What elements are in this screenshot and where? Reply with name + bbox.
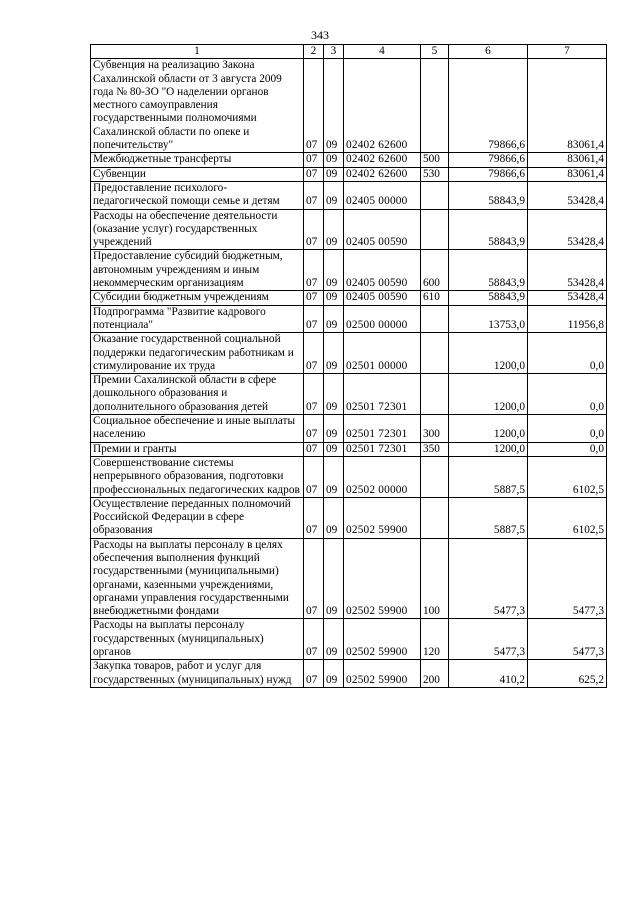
header-row xyxy=(91,45,607,59)
table-row xyxy=(91,374,607,415)
row-amount-col7-cell: 53428,4 xyxy=(528,209,607,250)
row-name-cell: Расходы на выплаты персоналу государственных (муниципальных) органов xyxy=(91,619,304,660)
row-expense-type-cell: 120 xyxy=(421,619,449,660)
row-name-cell: Подпрограмма "Развитие кадрового потенциала" xyxy=(91,305,304,333)
row-expense-type-cell xyxy=(421,456,449,497)
row-subsection-cell: 09 xyxy=(324,333,344,374)
row-name-cell: Социальное обеспечение и иные выплаты населению xyxy=(91,415,304,443)
row-amount-col6-cell: 1200,0 xyxy=(449,442,528,456)
row-name-cell: Субсидии бюджетным учреждениям xyxy=(91,291,304,305)
row-subsection-cell: 09 xyxy=(324,497,344,538)
table-row xyxy=(91,167,607,181)
header-col-6: 6 xyxy=(449,45,528,59)
row-expense-type-cell xyxy=(421,59,449,153)
row-name-cell: Расходы на обеспечение деятельности (оказание услуг) государственных учреждений xyxy=(91,209,304,250)
header-col-5: 5 xyxy=(421,45,449,59)
row-section-cell: 07 xyxy=(304,250,324,291)
row-name-cell: Закупка товаров, работ и услуг для государственных (муниципальных) нужд xyxy=(91,660,304,688)
row-name-cell: Субвенция на реализацию Закона Сахалинской области от 3 августа 2009 года № 80-ЗО "О наделении органов местного самоуправления государственными полномочиями Сахалинской области по опеке и попечительству" xyxy=(91,59,304,153)
row-target-article-cell: 02501 72301 xyxy=(344,374,421,415)
row-amount-col6-cell: 1200,0 xyxy=(449,333,528,374)
row-name-cell: Расходы на выплаты персоналу в целях обеспечения выполнения функций государственными (муниципальными) органами, казенными учреждениями, органами управления государственными внебюджетными фондами xyxy=(91,538,304,619)
row-expense-type-cell: 200 xyxy=(421,660,449,688)
row-expense-type-cell: 350 xyxy=(421,442,449,456)
row-subsection-cell: 09 xyxy=(324,291,344,305)
budget-table xyxy=(90,44,607,688)
row-subsection-cell: 09 xyxy=(324,415,344,443)
row-amount-col6-cell: 58843,9 xyxy=(449,209,528,250)
row-subsection-cell: 09 xyxy=(324,167,344,181)
row-expense-type-cell: 100 xyxy=(421,538,449,619)
table-row xyxy=(91,442,607,456)
row-expense-type-cell: 300 xyxy=(421,415,449,443)
row-name-cell: Предоставление субсидий бюджетным, автономным учреждениям и иным некоммерческим организациям xyxy=(91,250,304,291)
table-row xyxy=(91,660,607,688)
row-target-article-cell: 02501 00000 xyxy=(344,333,421,374)
row-amount-col6-cell: 1200,0 xyxy=(449,415,528,443)
header-col-4: 4 xyxy=(344,45,421,59)
row-expense-type-cell xyxy=(421,181,449,209)
row-target-article-cell: 02405 00590 xyxy=(344,250,421,291)
row-amount-col7-cell: 83061,4 xyxy=(528,59,607,153)
row-amount-col7-cell: 53428,4 xyxy=(528,181,607,209)
row-amount-col7-cell: 83061,4 xyxy=(528,153,607,167)
row-name-cell: Совершенствование системы непрерывного образования, подготовки профессиональных педагогических кадров xyxy=(91,456,304,497)
row-expense-type-cell xyxy=(421,497,449,538)
row-section-cell: 07 xyxy=(304,167,324,181)
row-expense-type-cell xyxy=(421,209,449,250)
row-expense-type-cell: 610 xyxy=(421,291,449,305)
row-name-cell: Межбюджетные трансферты xyxy=(91,153,304,167)
row-target-article-cell: 02501 72301 xyxy=(344,415,421,443)
row-expense-type-cell: 530 xyxy=(421,167,449,181)
row-amount-col7-cell: 0,0 xyxy=(528,442,607,456)
row-target-article-cell: 02501 72301 xyxy=(344,442,421,456)
row-amount-col6-cell: 79866,6 xyxy=(449,59,528,153)
table-row xyxy=(91,497,607,538)
row-section-cell: 07 xyxy=(304,209,324,250)
header-col-7: 7 xyxy=(528,45,607,59)
row-target-article-cell: 02405 00590 xyxy=(344,291,421,305)
header-col-2: 2 xyxy=(304,45,324,59)
row-amount-col6-cell: 5887,5 xyxy=(449,497,528,538)
row-amount-col7-cell: 5477,3 xyxy=(528,619,607,660)
row-name-cell: Премии Сахалинской области в сфере дошкольного образования и дополнительного образования детей xyxy=(91,374,304,415)
row-amount-col7-cell: 6102,5 xyxy=(528,456,607,497)
row-subsection-cell: 09 xyxy=(324,305,344,333)
row-section-cell: 07 xyxy=(304,660,324,688)
row-subsection-cell: 09 xyxy=(324,250,344,291)
row-section-cell: 07 xyxy=(304,538,324,619)
row-section-cell: 07 xyxy=(304,374,324,415)
table-row xyxy=(91,415,607,443)
table-body xyxy=(91,59,607,688)
row-amount-col7-cell: 5477,3 xyxy=(528,538,607,619)
row-target-article-cell: 02405 00590 xyxy=(344,209,421,250)
table-header xyxy=(91,45,607,59)
row-amount-col6-cell: 58843,9 xyxy=(449,181,528,209)
table-row xyxy=(91,59,607,153)
row-target-article-cell: 02502 59900 xyxy=(344,497,421,538)
row-subsection-cell: 09 xyxy=(324,153,344,167)
table-row xyxy=(91,619,607,660)
row-amount-col6-cell: 79866,6 xyxy=(449,167,528,181)
row-amount-col6-cell: 58843,9 xyxy=(449,291,528,305)
row-amount-col6-cell: 5477,3 xyxy=(449,619,528,660)
row-expense-type-cell xyxy=(421,333,449,374)
table-row xyxy=(91,305,607,333)
table-row xyxy=(91,181,607,209)
row-subsection-cell: 09 xyxy=(324,59,344,153)
row-subsection-cell: 09 xyxy=(324,442,344,456)
row-name-cell: Осуществление переданных полномочий Российской Федерации в сфере образования xyxy=(91,497,304,538)
row-target-article-cell: 02502 59900 xyxy=(344,660,421,688)
row-amount-col6-cell: 5887,5 xyxy=(449,456,528,497)
row-amount-col7-cell: 53428,4 xyxy=(528,291,607,305)
row-target-article-cell: 02500 00000 xyxy=(344,305,421,333)
row-amount-col7-cell: 0,0 xyxy=(528,415,607,443)
row-amount-col7-cell: 83061,4 xyxy=(528,167,607,181)
row-expense-type-cell xyxy=(421,305,449,333)
row-amount-col7-cell: 625,2 xyxy=(528,660,607,688)
row-amount-col7-cell: 0,0 xyxy=(528,374,607,415)
row-subsection-cell: 09 xyxy=(324,209,344,250)
row-section-cell: 07 xyxy=(304,59,324,153)
table-row xyxy=(91,291,607,305)
row-amount-col6-cell: 58843,9 xyxy=(449,250,528,291)
row-name-cell: Предоставление психолого-педагогической помощи семье и детям xyxy=(91,181,304,209)
row-section-cell: 07 xyxy=(304,456,324,497)
table-row xyxy=(91,250,607,291)
row-section-cell: 07 xyxy=(304,497,324,538)
row-section-cell: 07 xyxy=(304,415,324,443)
row-subsection-cell: 09 xyxy=(324,181,344,209)
row-target-article-cell: 02402 62600 xyxy=(344,153,421,167)
row-target-article-cell: 02402 62600 xyxy=(344,59,421,153)
row-name-cell: Оказание государственной социальной поддержки педагогическим работникам и стимулирование их труда xyxy=(91,333,304,374)
row-name-cell: Субвенции xyxy=(91,167,304,181)
row-subsection-cell: 09 xyxy=(324,619,344,660)
row-target-article-cell: 02402 62600 xyxy=(344,167,421,181)
row-section-cell: 07 xyxy=(304,153,324,167)
row-target-article-cell: 02502 59900 xyxy=(344,538,421,619)
row-expense-type-cell: 600 xyxy=(421,250,449,291)
row-amount-col6-cell: 410,2 xyxy=(449,660,528,688)
row-section-cell: 07 xyxy=(304,181,324,209)
table-row xyxy=(91,209,607,250)
row-target-article-cell: 02502 00000 xyxy=(344,456,421,497)
table-row xyxy=(91,153,607,167)
table-row xyxy=(91,538,607,619)
row-subsection-cell: 09 xyxy=(324,374,344,415)
row-target-article-cell: 02405 00000 xyxy=(344,181,421,209)
row-amount-col7-cell: 53428,4 xyxy=(528,250,607,291)
row-subsection-cell: 09 xyxy=(324,538,344,619)
row-amount-col6-cell: 79866,6 xyxy=(449,153,528,167)
row-name-cell: Премии и гранты xyxy=(91,442,304,456)
row-expense-type-cell xyxy=(421,374,449,415)
header-col-1: 1 xyxy=(91,45,304,59)
header-col-3: 3 xyxy=(324,45,344,59)
row-section-cell: 07 xyxy=(304,333,324,374)
row-amount-col7-cell: 11956,8 xyxy=(528,305,607,333)
row-subsection-cell: 09 xyxy=(324,660,344,688)
row-amount-col7-cell: 0,0 xyxy=(528,333,607,374)
row-section-cell: 07 xyxy=(304,619,324,660)
row-amount-col7-cell: 6102,5 xyxy=(528,497,607,538)
row-target-article-cell: 02502 59900 xyxy=(344,619,421,660)
row-section-cell: 07 xyxy=(304,291,324,305)
table-row xyxy=(91,333,607,374)
page-number: 343 xyxy=(311,28,329,42)
row-section-cell: 07 xyxy=(304,305,324,333)
row-amount-col6-cell: 13753,0 xyxy=(449,305,528,333)
table-row xyxy=(91,456,607,497)
row-subsection-cell: 09 xyxy=(324,456,344,497)
row-amount-col6-cell: 1200,0 xyxy=(449,374,528,415)
row-section-cell: 07 xyxy=(304,442,324,456)
row-amount-col6-cell: 5477,3 xyxy=(449,538,528,619)
row-expense-type-cell: 500 xyxy=(421,153,449,167)
